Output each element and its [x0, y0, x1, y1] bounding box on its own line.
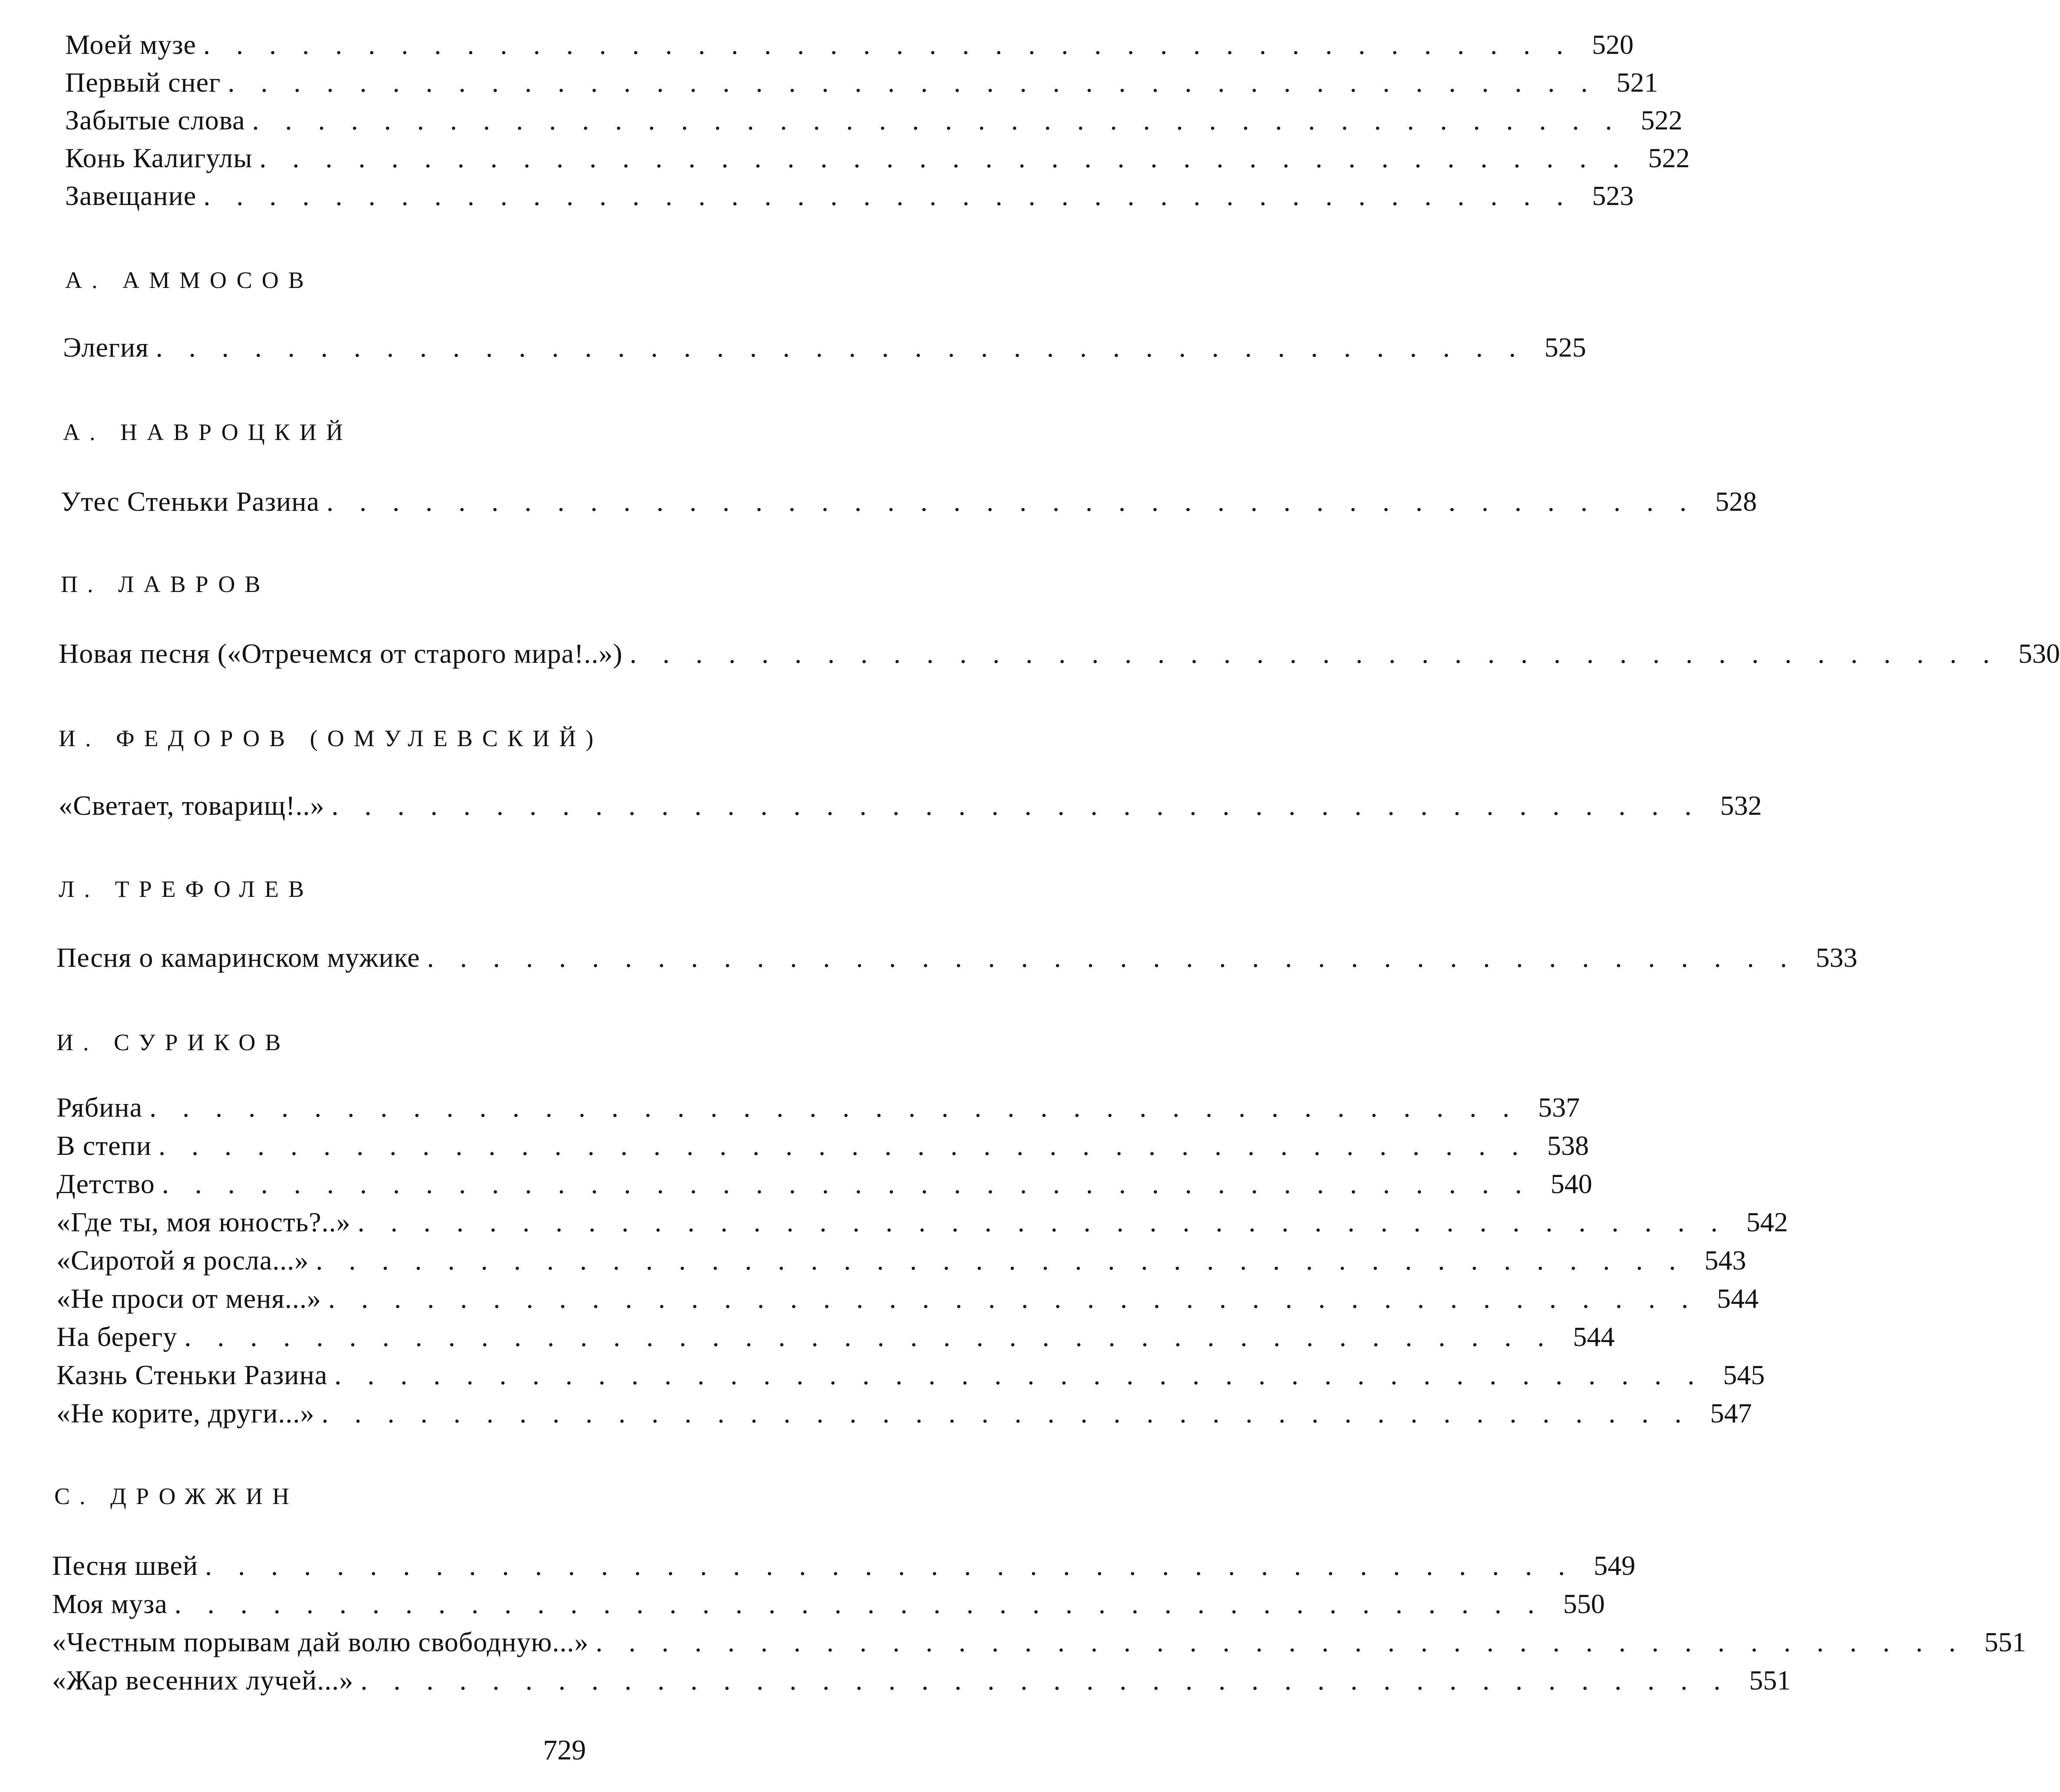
toc-entry [56, 1243, 1746, 1278]
entry-title: «Сиротой я росла...» [56, 1245, 309, 1276]
toc-entry [63, 330, 1586, 365]
entry-title: В степи [56, 1130, 152, 1161]
toc-entry [56, 1128, 1589, 1163]
leader-dots: . . . . . . . . . . . . . . . . . . . . . . . . . . . . . . . . . . . . . . . . . . [259, 142, 1629, 173]
entry-title: Песня о камаринском мужике [56, 942, 420, 973]
toc-entry [56, 1281, 1759, 1316]
entry-title: «Не корите, други...» [56, 1398, 315, 1428]
entry-page: 523 [1592, 180, 1634, 211]
leader-dots: . . . . . . . . . . . . . . . . . . . . . . . . . . . . . . . . . . . . . . . . . . [184, 1321, 1554, 1352]
page-number: 729 [543, 1734, 586, 1766]
entry-page: 544 [1573, 1321, 1615, 1352]
entry-title: Элегия [63, 332, 149, 363]
leader-dots: . . . . . . . . . . . . . . . . . . . . . . . . . . . . . . . . . . . . . . . . . . [360, 1665, 1730, 1696]
entry-title: Утес Стеньки Разина [61, 486, 320, 517]
leader-dots: . . . . . . . . . . . . . . . . . . . . . . . . . . . . . . . . . . . . . . . . . . [316, 1245, 1686, 1276]
toc-entry [56, 940, 1858, 975]
entry-page: 550 [1563, 1588, 1605, 1619]
leader-dots: . . . . . . . . . . . . . . . . . . . . . . . . . . . . . . . . . . . . . . . . . . [331, 790, 1701, 821]
entry-title: Песня швей [52, 1550, 198, 1581]
leader-dots: . . . . . . . . . . . . . . . . . . . . . . . . . . . . . . . . . . . . . . . . . . [427, 942, 1797, 973]
leader-dots: . . . . . . . . . . . . . . . . . . . . . . . . . . . . . . . . . . . . . . . . . . [334, 1359, 1704, 1390]
entry-title: Рябина [56, 1092, 143, 1123]
entry-page: 542 [1746, 1207, 1788, 1237]
entry-title: «Не проси от меня...» [56, 1283, 321, 1314]
leader-dots: . . . . . . . . . . . . . . . . . . . . . . . . . . . . . . . . . . . . . . . . . . [328, 1283, 1698, 1314]
author-heading: И. СУРИКОВ [56, 1029, 291, 1055]
toc-entry [56, 1205, 1788, 1240]
toc-entry [65, 27, 1634, 62]
leader-dots: . . . . . . . . . . . . . . . . . . . . . . . . . . . . . . . . . . . . . . . . . . [595, 1627, 1965, 1657]
entry-page: 532 [1720, 790, 1762, 821]
leader-dots: . . . . . . . . . . . . . . . . . . . . . . . . . . . . . . . . . . . . . . . . . . [205, 1550, 1575, 1581]
entry-page: 520 [1591, 29, 1634, 60]
leader-dots: . . . . . . . . . . . . . . . . . . . . . . . . . . . . . . . . . . . . . . . . . . [321, 1398, 1691, 1428]
toc-entry [65, 103, 1683, 138]
entry-title: Детство [56, 1168, 155, 1199]
toc-entry [56, 1319, 1615, 1354]
leader-dots: . . . . . . . . . . . . . . . . . . . . . . . . . . . . . . . . . . . . . . . . . . [149, 1092, 1519, 1123]
entry-page: 530 [2018, 638, 2060, 669]
toc-entry [52, 1587, 1605, 1621]
toc-entry [59, 788, 1762, 823]
entry-title: «Где ты, моя юность?..» [56, 1207, 351, 1237]
author-heading: А. АММОСОВ [65, 267, 314, 293]
leader-dots: . . . . . . . . . . . . . . . . . . . . . . . . . . . . . . . . . . . . . . . . . . [629, 638, 1999, 669]
entry-title: Новая песня («Отречемся от старого мира!..») [59, 638, 623, 669]
leader-dots: . . . . . . . . . . . . . . . . . . . . . . . . . . . . . . . . . . . . . . . . . . [326, 486, 1696, 517]
author-heading: Л. ТРЕФОЛЕВ [59, 876, 314, 902]
entry-page: 544 [1717, 1283, 1759, 1314]
author-heading: И. ФЕДОРОВ (ОМУЛЕВСКИЙ) [59, 725, 603, 751]
toc-entry [65, 65, 1658, 100]
entry-page: 522 [1641, 105, 1683, 136]
entry-page: 537 [1538, 1092, 1580, 1123]
entry-title: Завещание [65, 180, 197, 211]
entry-page: 522 [1648, 142, 1690, 173]
entry-page: 547 [1710, 1398, 1752, 1428]
author-heading: А. НАВРОЦКИЙ [63, 419, 353, 445]
entry-title: «Честным порывам дай волю свободную...» [52, 1627, 589, 1657]
entry-page: 533 [1816, 942, 1858, 973]
entry-page: 528 [1715, 486, 1757, 517]
leader-dots: . . . . . . . . . . . . . . . . . . . . . . . . . . . . . . . . . . . . . . . . . . [162, 1168, 1532, 1199]
toc-entry [52, 1663, 1791, 1698]
entry-title: Конь Калигулы [65, 142, 253, 173]
toc-entry [56, 1358, 1765, 1392]
toc-entry [56, 1167, 1592, 1201]
entry-title: Моей музе [65, 29, 196, 60]
leader-dots: . . . . . . . . . . . . . . . . . . . . . . . . . . . . . . . . . . . . . . . . . . [228, 67, 1598, 98]
entry-title: На берегу [56, 1321, 178, 1352]
entry-page: 549 [1594, 1550, 1636, 1581]
entry-title: Моя муза [52, 1588, 168, 1619]
entry-title: «Светает, товарищ!..» [59, 790, 325, 821]
entry-page: 543 [1704, 1245, 1746, 1276]
leader-dots: . . . . . . . . . . . . . . . . . . . . . . . . . . . . . . . . . . . . . . . . . . [158, 1130, 1528, 1161]
entry-title: «Жар весенних лучей...» [52, 1665, 354, 1696]
toc-entry [56, 1090, 1580, 1125]
leader-dots: . . . . . . . . . . . . . . . . . . . . . . . . . . . . . . . . . . . . . . . . . . [203, 29, 1573, 60]
toc-entry [65, 141, 1690, 175]
entry-page: 525 [1544, 332, 1586, 363]
entry-title: Казнь Стеньки Разина [56, 1359, 328, 1390]
toc-entry [52, 1548, 1636, 1583]
toc-entry [61, 484, 1757, 519]
entry-page: 551 [1984, 1627, 2026, 1657]
entry-page: 521 [1616, 67, 1658, 98]
leader-dots: . . . . . . . . . . . . . . . . . . . . . . . . . . . . . . . . . . . . . . . . . . [252, 105, 1622, 136]
toc-entry [56, 1396, 1752, 1431]
entry-page: 545 [1723, 1359, 1765, 1390]
entry-page: 538 [1547, 1130, 1589, 1161]
author-heading: П. ЛАВРОВ [61, 571, 270, 597]
leader-dots: . . . . . . . . . . . . . . . . . . . . . . . . . . . . . . . . . . . . . . . . . . [155, 332, 1525, 363]
entry-page: 540 [1550, 1168, 1592, 1199]
leader-dots: . . . . . . . . . . . . . . . . . . . . . . . . . . . . . . . . . . . . . . . . . . [203, 180, 1573, 211]
toc-entry [52, 1625, 2026, 1660]
leader-dots: . . . . . . . . . . . . . . . . . . . . . . . . . . . . . . . . . . . . . . . . . . [357, 1207, 1727, 1237]
toc-entry [65, 179, 1634, 213]
leader-dots: . . . . . . . . . . . . . . . . . . . . . . . . . . . . . . . . . . . . . . . . . . [174, 1588, 1544, 1619]
entry-title: Первый снег [65, 67, 221, 98]
author-heading: С. ДРОЖЖИН [54, 1483, 299, 1509]
toc-entry [59, 636, 2060, 671]
entry-title: Забытые слова [65, 105, 245, 136]
entry-page: 551 [1749, 1665, 1791, 1696]
